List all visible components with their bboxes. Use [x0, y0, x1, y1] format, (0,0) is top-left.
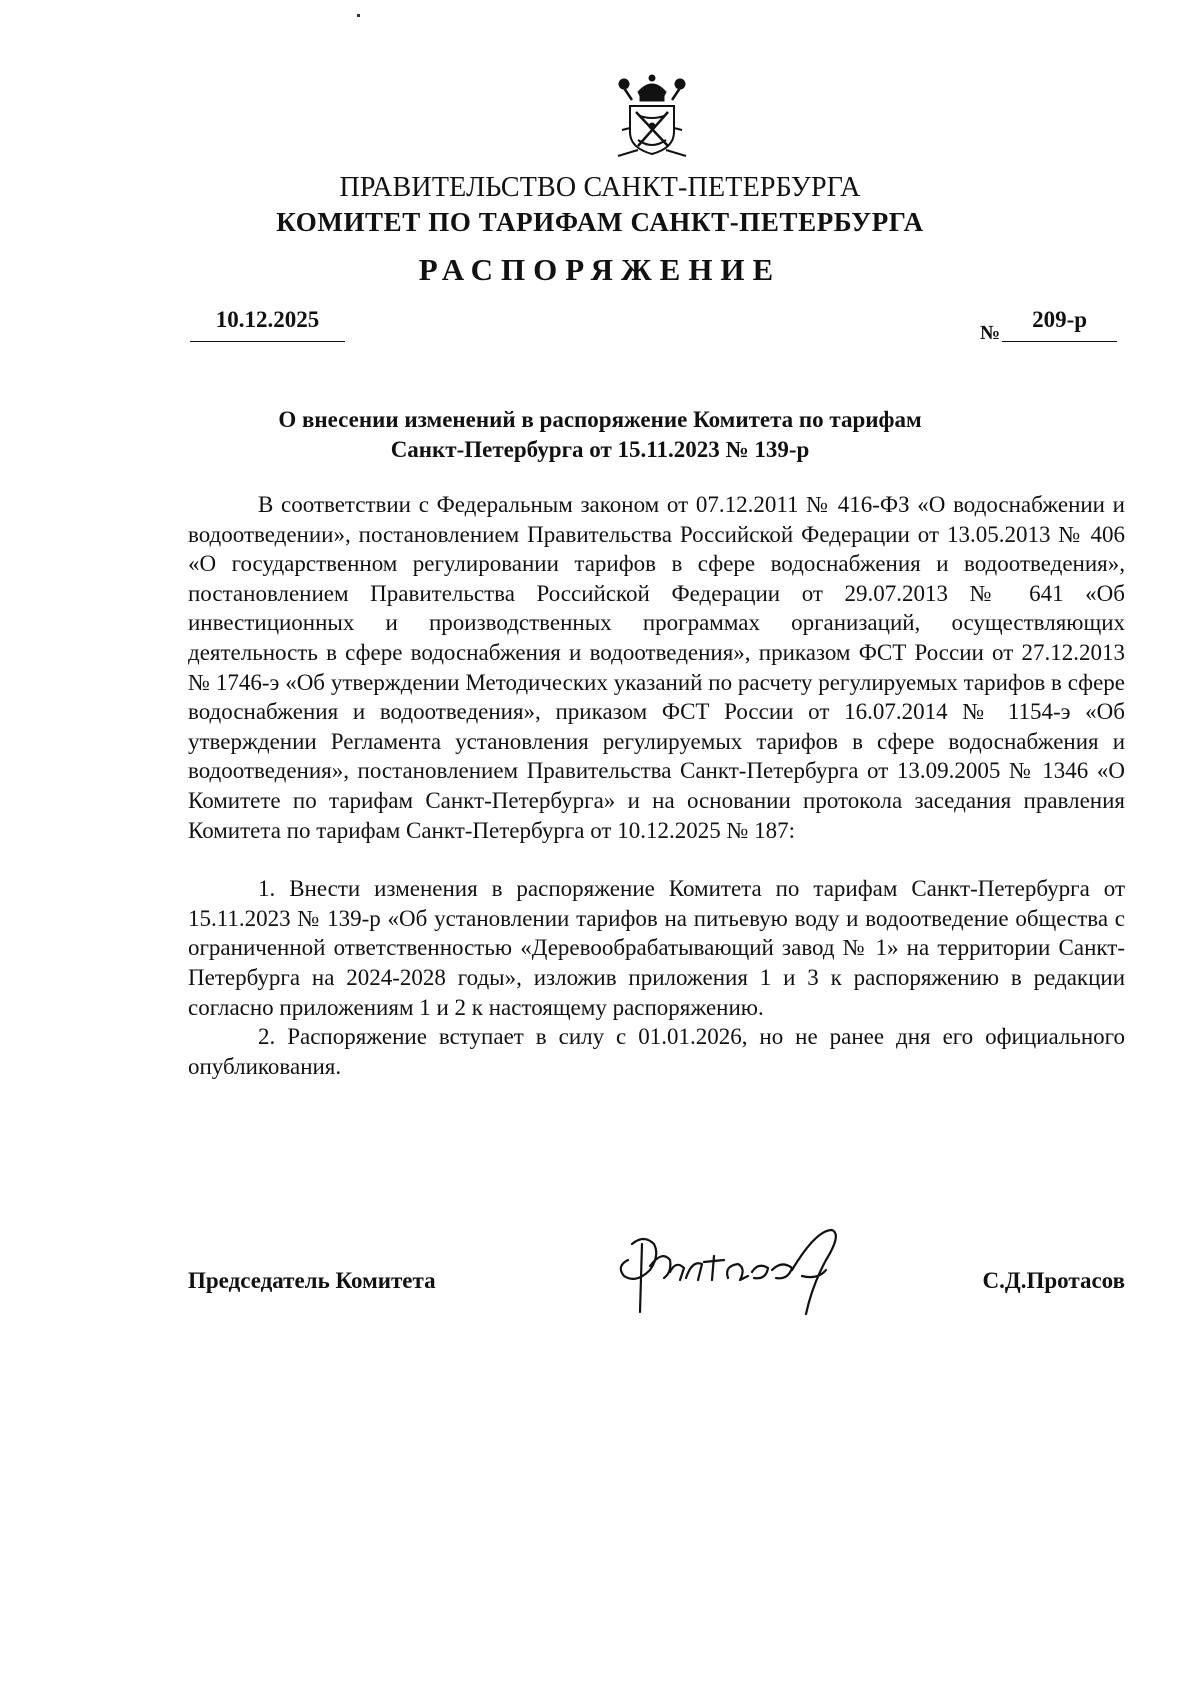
- handwritten-signature: [606, 1220, 856, 1320]
- document-type: РАСПОРЯЖЕНИЕ: [418, 252, 782, 287]
- document-subject: [0, 405, 1200, 465]
- spb-coat-of-arms-icon: [608, 70, 696, 160]
- signatory-name: С.Д.Протасов: [982, 1268, 1125, 1293]
- document-number-block: [980, 307, 1117, 342]
- subject-line-1: О внесении изменений в распоряжение Комитета по тарифам: [278, 407, 922, 432]
- subject-line-2: Санкт-Петербурга от 15.11.2023 № 139-р: [390, 437, 810, 462]
- committee-title: КОМИТЕТ ПО ТАРИФАМ САНКТ-ПЕТЕРБУРГА: [276, 207, 924, 237]
- number-label: №: [980, 322, 1001, 344]
- document-number: 209-р: [1002, 307, 1117, 342]
- government-title: ПРАВИТЕЛЬСТВО САНКТ-ПЕТЕРБУРГА: [339, 172, 861, 203]
- item-1-paragraph: 1. Внести изменения в распоряжение Комитета по тарифам Санкт-Петербурга от 15.11.2023 № 139-р «Об установлении тарифов на питьевую воду и водоотведение общества с ограниченной ответственностью «Деревообрабатывающий завод № 1» на территории Санкт-Петербурга на 2024-2028 годы», изложив приложения 1 и 3 к распоряжению в редакции согласно приложениям 1 и 2 к настоящему распоряжению.: [188, 876, 1125, 1020]
- signature-block: [188, 1268, 1125, 1328]
- signatory-title: Председатель Комитета: [188, 1268, 436, 1293]
- item-2-paragraph: 2. Распоряжение вступает в силу с 01.01.2026, но не ранее дня его официального опубликования.: [188, 1024, 1125, 1079]
- document-body: [188, 490, 1125, 1081]
- document-date: 10.12.2025: [190, 307, 345, 342]
- scan-speck: [357, 14, 360, 17]
- preamble-paragraph: В соответствии с Федеральным законом от 07.12.2011 № 416-ФЗ «О водоснабжении и водоотведении», постановлением Правительства Российской Федерации от 13.05.2013 № 406 «О государственном регулировании тарифов в сфере водоснабжения и водоотведения», постановлением Правительства Российской Федерации от 29.07.2013 № 641 «Об инвестиционных и производственных программах организаций, осуществляющих деятельность в сфере водоснабжения и водоотведения», приказом ФСТ России от 27.12.2013 № 1746-э «Об утверждении Методических указаний по расчету регулируемых тарифов в сфере водоснабжения и водоотведения», приказом ФСТ России от 16.07.2014 № 1154-э «Об утверждении Регламента установления регулируемых тарифов в сфере водоснабжения и водоотведения», постановлением Правительства Санкт-Петербурга от 13.09.2005 № 1346 «О Комитете по тарифам Санкт-Петербурга» и на основании протокола заседания правления Комитета по тарифам Санкт-Петербурга от 10.12.2025 № 187:: [188, 492, 1125, 843]
